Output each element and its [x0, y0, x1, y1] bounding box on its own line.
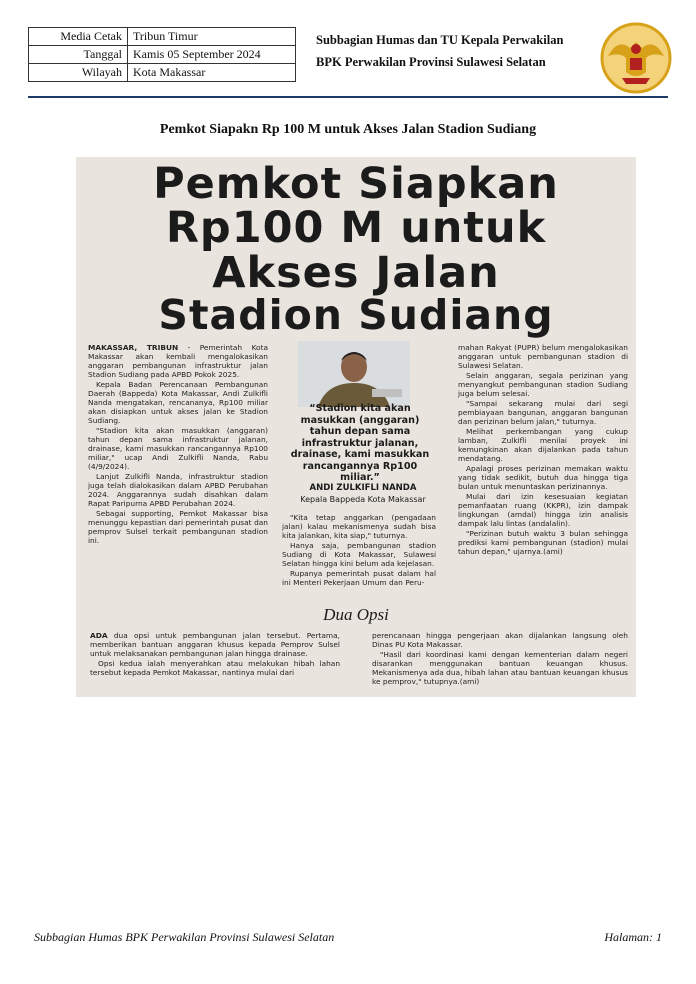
date-label: Tanggal — [29, 46, 128, 64]
clip-paragraph: Hanya saja, pembangunan stadion Sudiang di Kota Makassar, Sulawesi Selatan hingga kini belum ada kejelasan. — [282, 541, 436, 568]
date-value: Kamis 05 September 2024 — [128, 46, 296, 64]
clip-title-line-4: Stadion Sudiang — [158, 291, 554, 339]
clip-column-3 — [458, 343, 628, 557]
region-value: Kota Makassar — [128, 64, 296, 82]
date-row — [29, 46, 296, 64]
clip-paragraph: "Perizinan butuh waktu 3 bulan sehingga prediksi kami pembangunan (stadion) mulai tahun depan," ujarnya.(ami) — [458, 529, 628, 556]
clip-paragraph: Lanjut Zulkifli Nanda, infrastruktur stadion juga telah dialokasikan dalam APBD Perubahan 2024. Anggarannya sudah disahkan dalam Rapat Paripurna APBD Perubahan 2024. — [88, 472, 268, 508]
clip-column-2 — [282, 513, 436, 588]
clip-paragraph: ADA dua opsi untuk pembangunan jalan tersebut. Pertama, memberikan bantuan anggaran khusus kepada Pemprov Sulsel untuk melaksanakan pembangunan jalan hingga drainase. — [90, 631, 340, 658]
pull-quote: “Stadion kita akan masukkan (anggaran) tahun depan sama infrastruktur jalanan, drainase, kami masukkan rancangannya Rp100 miliar.” — [290, 403, 430, 483]
page-number: Halaman: 1 — [604, 930, 662, 944]
clip-title-line-2: Rp100 M untuk — [165, 203, 547, 253]
clip-paragraph: "Sampai sekarang mulai dari segi pembiayaan bangunan, anggaran bangunan dan perizinan belum jalan," tuturnya. — [458, 399, 628, 426]
clip-paragraph: "Hasil dari koordinasi kami dengan kementerian dalam negeri disarankan menggunakan bantuan keuangan khusus. Mekanismenya ada dua, hibah lahan atau bantuan keuangan khusus ke pemprov," tutupnya.(ami) — [372, 650, 628, 686]
quote-author: ANDI ZULKIFLI NANDA — [309, 483, 417, 493]
clip-paragraph: Mulai dari izin kesesuaian kegiatan pemanfaatan ruang (KKPR), izin dampak lingkungan (amdal) hingga izin analisis dampak lalu lintas (andalalin). — [458, 492, 628, 528]
clip-column-1 — [88, 343, 268, 546]
clip-paragraph: MAKASSAR, TRIBUN - Pemerintah Kota Makassar akan kembali mengalokasikan anggaran pembangunan infrastruktur jalan Stadion Sudiang pada APBD Pokok 2025. — [88, 343, 268, 379]
clip-title-line-1: Pemkot Siapkan — [153, 159, 559, 209]
clip-paragraph: Melihat perkembangan yang cukup lamban, Zulkifli menilai proyek ini kemungkinan akan dijalankan pada tahun mendatang. — [458, 427, 628, 463]
clip-paragraph: perencanaan hingga pengerjaan akan dijalankan langsung oleh Dinas PU Kota Makassar. — [372, 631, 628, 649]
clip-paragraph: Sebagai supporting, Pemkot Makassar bisa menunggu kepastian dari pemerintah pusat dan pemprov Sulsel terkait pembangunan stadion ini. — [88, 509, 268, 545]
media-row — [29, 28, 296, 46]
org-line-1: Subbagian Humas dan TU Kepala Perwakilan — [316, 33, 564, 47]
org-line-2: BPK Perwakilan Provinsi Sulawesi Selatan — [316, 55, 546, 69]
clip-paragraph: Kepala Badan Perencanaan Pembangunan Daerah (Bappeda) Kota Makassar, Andi Zulkifli Nanda mengatakan, rencananya, Rp100 miliar akan disiapkan untuk akses jalan ke Stadion Sudiang. — [88, 380, 268, 425]
clip-title-line-3: Akses Jalan — [212, 248, 500, 298]
footer-left: Subbagian Humas BPK Perwakilan Provinsi Sulawesi Selatan — [34, 930, 335, 944]
region-row — [29, 64, 296, 82]
subheading: Dua Opsi — [323, 605, 389, 624]
newspaper-clipping — [76, 157, 636, 697]
media-label: Media Cetak — [29, 28, 128, 46]
clip-paragraph: "Stadion kita akan masukkan (anggaran) tahun depan sama infrastruktur jalanan, drainase, kami masukkan rancangannya Rp100 miliar," ucap Andi Zulkifli Nanda, Rabu (4/9/2024). — [88, 426, 268, 471]
org-heading — [316, 29, 563, 73]
region-label: Wilayah — [29, 64, 128, 82]
clip-paragraph: mahan Rakyat (PUPR) belum mengalokasikan anggaran untuk pembangunan stadion di Sulawesi Selatan. — [458, 343, 628, 370]
clip-paragraph: Selain anggaran, segala perizinan yang menyangkut pembangunan stadion Sudiang juga belum selesai. — [458, 371, 628, 398]
speaker-photo — [298, 341, 410, 407]
clip-column-4 — [90, 631, 340, 678]
header-rule — [28, 96, 668, 98]
clip-paragraph: Rupanya pemerintah pusat dalam hal ini Menteri Pekerjaan Umum dan Peru- — [282, 569, 436, 587]
media-value: Tribun Timur — [128, 28, 296, 46]
bpk-garuda-emblem-icon — [600, 22, 672, 94]
article-headline: Pemkot Siapakn Rp 100 M untuk Akses Jalan Stadion Sudiang — [159, 122, 537, 137]
media-info-table — [28, 27, 296, 82]
clip-paragraph: Apalagi proses perizinan memakan waktu yang tidak sedikit, butuh dua hingga tiga bulan untuk menuntaskan perizinannya. — [458, 464, 628, 491]
clip-paragraph: Opsi kedua ialah menyerahkan atau melakukan hibah lahan tersebut kepada Pemkot Makassar, nantinya mulai dari — [90, 659, 340, 677]
clip-column-5 — [372, 631, 628, 687]
clip-paragraph: "Kita tetap anggarkan (pengadaan jalan) kalau mekanismenya sudah bisa kita jalankan, kita siap," tuturnya. — [282, 513, 436, 540]
quote-author-role: Kepala Bappeda Kota Makassar — [300, 495, 426, 504]
